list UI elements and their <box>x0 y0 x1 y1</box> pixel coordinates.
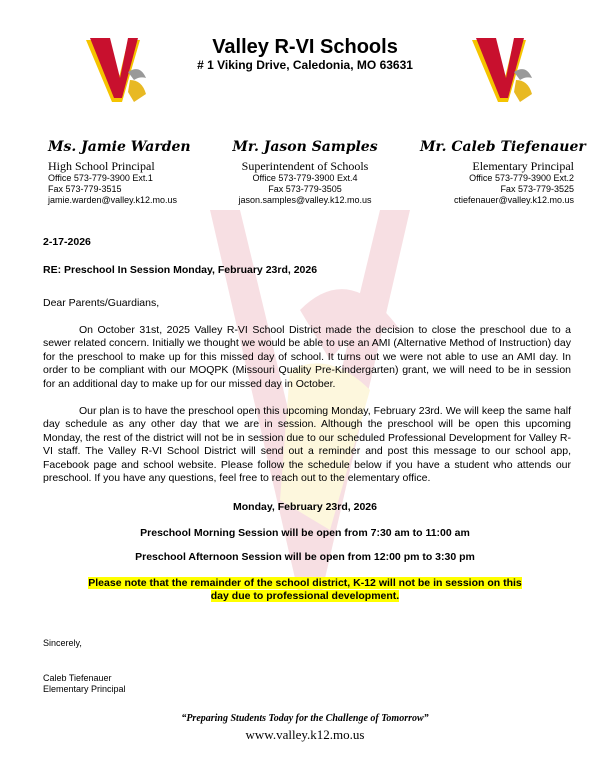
staff-fax: Fax 573-779-3515 <box>48 184 122 194</box>
staff-name: Mr. Jason Samples <box>232 139 378 155</box>
staff-card-elementary-principal <box>420 138 586 206</box>
letter-paragraph: Our plan is to have the preschool open this upcoming Monday, February 23rd. We will keep the same half day schedule as any other day that we are in session. Although the preschool will be open this upcoming Monday, the rest of the district will not be in session due to our scheduled Professional Development for Valley R-VI staff. The Valley R-VI School District will send out a reminder and post this message to our school app, Facebook page and school website. Please follow the schedule below if you have a student who attends our preschool. If you have any questions, feel free to reach out to the elementary office. <box>43 405 571 485</box>
school-name: Valley R-VI Schools <box>212 36 398 58</box>
footer-website[interactable]: www.valley.k12.mo.us <box>245 727 365 742</box>
staff-role: Superintendent of Schools <box>241 159 369 173</box>
signer-name: Caleb Tiefenauer <box>43 673 112 683</box>
staff-fax: Fax 573-779-3525 <box>500 184 574 194</box>
schedule-morning: Preschool Morning Session will be open from 7:30 am to 11:00 am <box>140 527 470 539</box>
footer-motto: “Preparing Students Today for the Challenge of Tomorrow” <box>181 713 429 724</box>
staff-role: Elementary Principal <box>472 159 574 173</box>
schedule-date: Monday, February 23rd, 2026 <box>233 501 377 513</box>
staff-office: Office 573-779-3900 Ext.2 <box>469 173 574 183</box>
staff-email: ctiefenauer@valley.k12.mo.us <box>453 195 574 205</box>
staff-name: Ms. Jamie Warden <box>48 139 191 155</box>
schedule-afternoon: Preschool Afternoon Session will be open from 12:00 pm to 3:30 pm <box>135 551 475 563</box>
letter-paragraph: On October 31st, 2025 Valley R-VI School District made the decision to close the preschool due to a sewer related concern. Initially we thought we would be able to use an AMI (Alternative Method of Instruction) day for the preschool to make up for this missed day of school. It turns out we were not able to use an AMI day. In order to be compliant with our MOQPK (Missouri Quality Pre-Kindergarten) grant, we will need to be in session for an additional day to make up for our missed day in October. <box>43 324 571 390</box>
staff-card-superintendent <box>215 138 395 206</box>
staff-email: jamie.warden@valley.k12.mo.us <box>48 195 178 205</box>
notice-text: Please note that the remainder of the school district, K-12 will not be in session on this day due to professional development. <box>88 577 522 603</box>
letter-salutation: Dear Parents/Guardians, <box>43 297 160 309</box>
notice <box>80 577 530 604</box>
letter-date: 2-17-2026 <box>43 236 91 248</box>
signer-title: Elementary Principal <box>43 684 126 694</box>
staff-card-high-school-principal <box>48 138 191 206</box>
staff-email: jason.samples@valley.k12.mo.us <box>238 195 372 205</box>
staff-office: Office 573-779-3900 Ext.4 <box>252 173 358 183</box>
letter-subject: RE: Preschool In Session Monday, February 23rd, 2026 <box>43 264 318 276</box>
school-address: # 1 Viking Drive, Caledonia, MO 63631 <box>197 58 413 72</box>
closing: Sincerely, <box>43 638 82 648</box>
staff-fax: Fax 573-779-3505 <box>268 184 342 194</box>
staff-name: Mr. Caleb Tiefenauer <box>420 139 586 155</box>
staff-office: Office 573-779-3900 Ext.1 <box>48 173 153 183</box>
staff-role: High School Principal <box>48 159 155 173</box>
